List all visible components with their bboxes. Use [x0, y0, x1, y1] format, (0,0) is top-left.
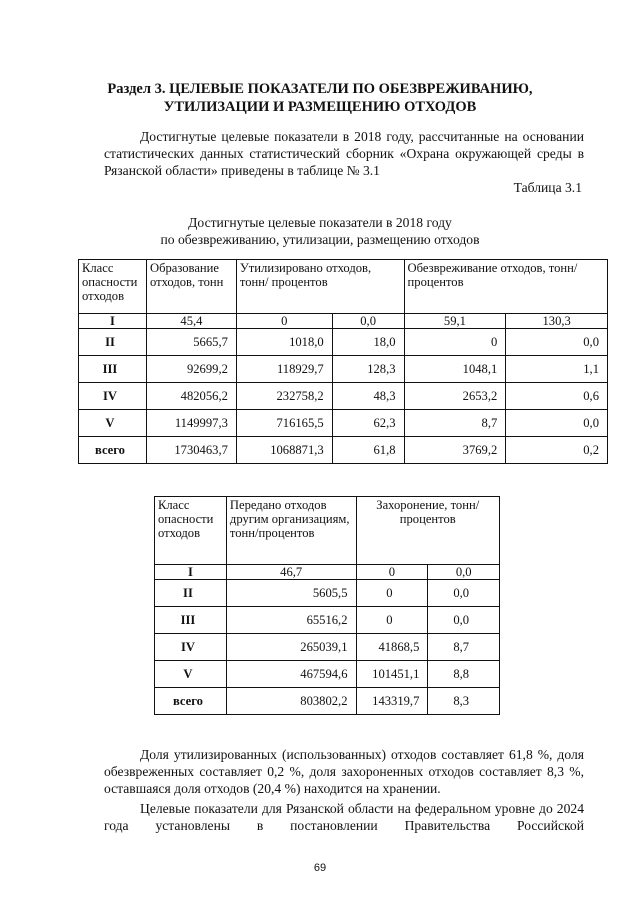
cell-formed: 45,4	[146, 314, 236, 329]
table-caption	[100, 214, 540, 248]
shares-text: Доля утилизированных (использованных) отходов составляет 61,8 %, доля обезвреженных составляет 0,2 %, доля захороненных отходов составляет 8,3 %, оставшаяся доля отходов (20,4 %) находится на хранении.	[104, 747, 584, 796]
table-row	[79, 356, 608, 383]
table-caption-line-2: по обезвреживанию, утилизации, размещению отходов	[160, 232, 480, 247]
cell-transferred: 65516,2	[226, 607, 356, 634]
cell-utilized-percent: 18,0	[332, 329, 404, 356]
cell-neutralized-tonnes: 8,7	[404, 410, 506, 437]
cell-class: V	[79, 410, 147, 437]
header-waste-formed: Образование отходов, тонн	[146, 260, 236, 314]
cell-utilized-percent: 61,8	[332, 437, 404, 464]
cell-neutralized-percent: 0,0	[506, 410, 608, 437]
cell-buried-percent: 8,8	[428, 661, 500, 688]
intro-paragraph	[104, 128, 584, 179]
cell-buried-tonnes: 101451,1	[356, 661, 428, 688]
cell-class: II	[155, 580, 227, 607]
cell-class: V	[155, 661, 227, 688]
cell-utilized-tonnes: 1068871,3	[236, 437, 332, 464]
cell-neutralized-percent: 0,6	[506, 383, 608, 410]
cell-neutralized-tonnes: 0	[404, 329, 506, 356]
cell-buried-percent: 0,0	[428, 580, 500, 607]
cell-class: IV	[155, 634, 227, 661]
cell-buried-percent: 8,7	[428, 634, 500, 661]
shares-paragraph	[104, 746, 584, 797]
cell-class: III	[155, 607, 227, 634]
page-number: 69	[313, 862, 327, 874]
cell-class: I	[155, 565, 227, 580]
cell-class: всего	[155, 688, 227, 715]
table-row	[155, 661, 500, 688]
cell-transferred: 803802,2	[226, 688, 356, 715]
cell-class: II	[79, 329, 147, 356]
cell-buried-tonnes: 0	[356, 565, 428, 580]
cell-utilized-percent: 62,3	[332, 410, 404, 437]
cell-formed: 1149997,3	[146, 410, 236, 437]
table-row	[79, 410, 608, 437]
cell-class: III	[79, 356, 147, 383]
cell-class: всего	[79, 437, 147, 464]
cell-transferred: 5605,5	[226, 580, 356, 607]
cell-transferred: 46,7	[226, 565, 356, 580]
cell-class: IV	[79, 383, 147, 410]
section-heading	[100, 80, 540, 116]
cell-utilized-tonnes: 716165,5	[236, 410, 332, 437]
header-waste-transferred: Передано отходов другим организациям, тонн/процентов	[226, 497, 356, 565]
header-hazard-class: Класс опасности отходов	[79, 260, 147, 314]
cell-formed: 92699,2	[146, 356, 236, 383]
table-row-total	[155, 688, 500, 715]
cell-buried-percent: 0,0	[428, 607, 500, 634]
indicators-table-1	[78, 259, 608, 464]
cell-buried-tonnes: 0	[356, 580, 428, 607]
cell-utilized-tonnes: 118929,7	[236, 356, 332, 383]
cell-neutralized-tonnes: 2653,2	[404, 383, 506, 410]
table-row	[79, 329, 608, 356]
section-heading-line-1: Раздел 3. ЦЕЛЕВЫЕ ПОКАЗАТЕЛИ ПО ОБЕЗВРЕЖИВАНИЮ,	[107, 81, 533, 97]
cell-buried-percent: 0,0	[428, 565, 500, 580]
table-row	[79, 383, 608, 410]
section-heading-line-2: УТИЛИЗАЦИИ И РАЗМЕЩЕНИЮ ОТХОДОВ	[163, 99, 477, 115]
cell-utilized-tonnes: 232758,2	[236, 383, 332, 410]
cell-neutralized-tonnes: 59,1	[404, 314, 506, 329]
table-row	[155, 565, 500, 580]
table-row	[155, 634, 500, 661]
table-row	[155, 580, 500, 607]
cell-formed: 5665,7	[146, 329, 236, 356]
cell-utilized-tonnes: 1018,0	[236, 329, 332, 356]
cell-neutralized-tonnes: 3769,2	[404, 437, 506, 464]
cell-neutralized-percent: 1,1	[506, 356, 608, 383]
cell-formed: 1730463,7	[146, 437, 236, 464]
header-waste-neutralized: Обезвреживание отходов, тонн/процентов	[404, 260, 607, 314]
cell-utilized-percent: 0,0	[332, 314, 404, 329]
table-label: Таблица 3.1	[513, 180, 582, 195]
indicators-table-2	[154, 496, 500, 715]
cell-neutralized-percent: 0,0	[506, 329, 608, 356]
targets-paragraph	[104, 800, 584, 834]
cell-utilized-percent: 48,3	[332, 383, 404, 410]
cell-neutralized-tonnes: 1048,1	[404, 356, 506, 383]
cell-neutralized-percent: 0,2	[506, 437, 608, 464]
intro-text: Достигнутые целевые показатели в 2018 году, рассчитанные на основании статистических данных статистический сборник «Охрана окружающей среды в Рязанской области» приведены в таблице № 3.1	[104, 129, 584, 178]
table-row-total	[79, 437, 608, 464]
cell-formed: 482056,2	[146, 383, 236, 410]
targets-text: Целевые показатели для Рязанской области на федеральном уровне до 2024 года установлены в постановлении Правительства Российской	[104, 801, 584, 833]
cell-buried-tonnes: 143319,7	[356, 688, 428, 715]
cell-transferred: 265039,1	[226, 634, 356, 661]
cell-neutralized-percent: 130,3	[506, 314, 608, 329]
cell-buried-percent: 8,3	[428, 688, 500, 715]
table-row	[155, 607, 500, 634]
cell-transferred: 467594,6	[226, 661, 356, 688]
cell-utilized-tonnes: 0	[236, 314, 332, 329]
header-waste-buried: Захоронение, тонн/процентов	[356, 497, 500, 565]
table-caption-line-1: Достигнутые целевые показатели в 2018 году	[188, 215, 452, 230]
header-hazard-class: Класс опасности отходов	[155, 497, 227, 565]
cell-utilized-percent: 128,3	[332, 356, 404, 383]
table-row	[79, 314, 608, 329]
cell-buried-tonnes: 41868,5	[356, 634, 428, 661]
cell-buried-tonnes: 0	[356, 607, 428, 634]
header-waste-utilized: Утилизировано отходов, тонн/ процентов	[236, 260, 404, 314]
cell-class: I	[79, 314, 147, 329]
